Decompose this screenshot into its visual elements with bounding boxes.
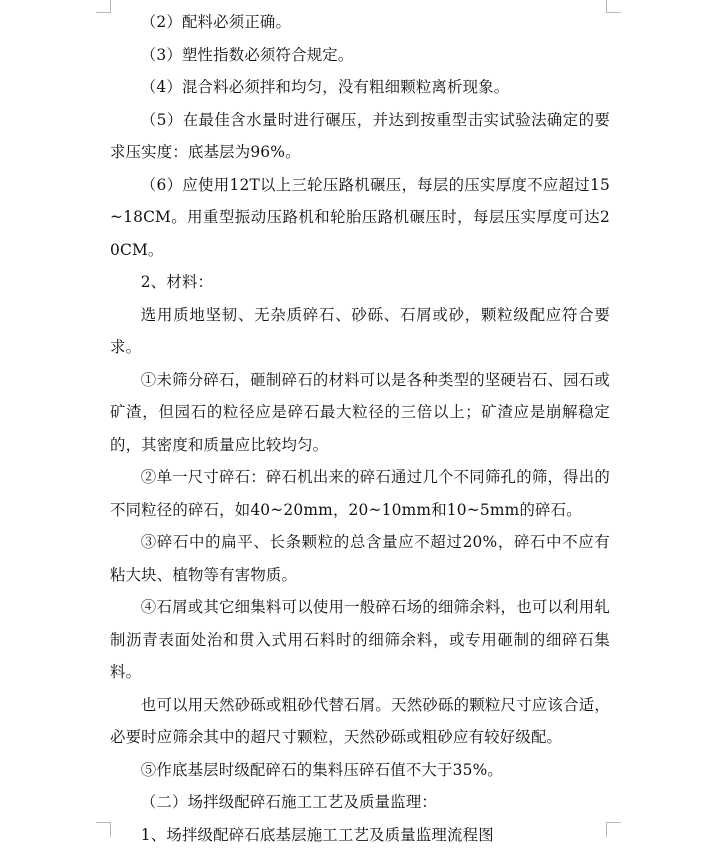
- paragraph-item-5: （5）在最佳含水量时进行碾压，并达到按重型击实试验法确定的要求压实度：底基层为96%。: [110, 104, 610, 169]
- paragraph-material-5: ⑤作底基层时级配碎石的集料压碎石值不大于35%。: [110, 754, 610, 787]
- crop-mark-top-left: [96, 0, 111, 13]
- subsection-heading-flowchart: 1、场拌级配碎石底基层施工工艺及质量监理流程图: [110, 819, 610, 851]
- paragraph-item-2: （2）配料必须正确。: [110, 6, 610, 39]
- section-heading-materials: 2、材料：: [110, 266, 610, 299]
- paragraph-material-1: ①未筛分碎石，砸制碎石的材料可以是各种类型的坚硬岩石、园石或矿渣，但园石的粒径应是碎石最大粒径的三倍以上；矿渣应是崩解稳定的，其密度和质量应比较均匀。: [110, 364, 610, 462]
- paragraph-material-4: ④石屑或其它细集料可以使用一般碎石场的细筛余料，也可以利用轧制沥青表面处治和贯入式用石料时的细筛余料，或专用砸制的细碎石集料。: [110, 591, 610, 689]
- paragraph-item-6: （6）应使用12T以上三轮压路机碾压，每层的压实厚度不应超过15~18CM。用重型振动压路机和轮胎压路机碾压时，每层压实厚度可达20CM。: [110, 169, 610, 267]
- section-heading-process: （二）场拌级配碎石施工工艺及质量监理：: [110, 786, 610, 819]
- paragraph-item-4: （4）混合料必须拌和均匀，没有粗细颗粒离析现象。: [110, 71, 610, 104]
- document-body: [110, 6, 610, 851]
- paragraph-materials-intro: 选用质地坚韧、无杂质碎石、砂砾、石屑或砂，颗粒级配应符合要求。: [110, 299, 610, 364]
- paragraph-material-2: ②单一尺寸碎石：碎石机出来的碎石通过几个不同筛孔的筛，得出的不同粒径的碎石，如40~20mm，20~10mm和10~5mm的碎石。: [110, 461, 610, 526]
- paragraph-material-4-alt: 也可以用天然砂砾或粗砂代替石屑。天然砂砾的颗粒尺寸应该合适，必要时应筛余其中的超尺寸颗粒，天然砂砾或粗砂应有较好级配。: [110, 689, 610, 754]
- paragraph-item-3: （3）塑性指数必须符合规定。: [110, 39, 610, 72]
- paragraph-material-3: ③碎石中的扁平、长条颗粒的总含量应不超过20%，碎石中不应有粘大块、植物等有害物质。: [110, 526, 610, 591]
